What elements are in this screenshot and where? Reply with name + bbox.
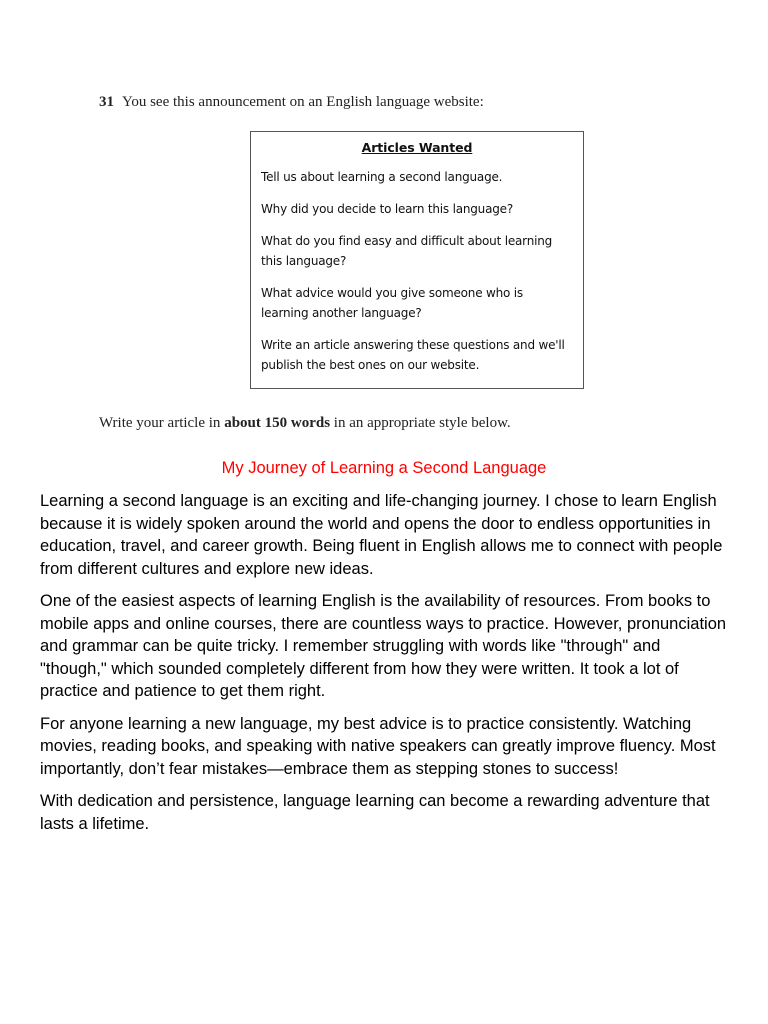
question-number: 31: [99, 94, 114, 110]
instruction-text-start: Write your article in: [99, 415, 225, 431]
announcement-line: What advice would you give someone who is learning another language?: [261, 286, 523, 320]
question-text: You see this announcement on an English language website:: [122, 94, 484, 110]
article-title: My Journey of Learning a Second Language: [221, 459, 547, 477]
instruction-word-count: about 150 words: [224, 415, 331, 431]
announcement-line: What do you find easy and difficult about learning this language?: [261, 234, 553, 268]
announcement-box: [250, 131, 584, 389]
article-paragraph: One of the easiest aspects of learning English is the availability of resources. From books to mobile apps and online courses, there are countless ways to practice. However, pronunciation and grammar can be quite tricky. I remember struggling with words like "through" and "though," which sounded completely different from how they were written. It took a lot of practice and patience to get them right.: [40, 592, 727, 700]
announcement-line: Tell us about learning a second language.: [261, 170, 503, 184]
announcement-line: Write an article answering these questions and we'll publish the best ones on our website.: [261, 338, 565, 372]
question-prompt: [99, 94, 484, 111]
instruction-text-end: in an appropriate style below.: [330, 415, 511, 431]
article-paragraph: With dedication and persistence, language learning can become a rewarding adventure that lasts a lifetime.: [40, 792, 710, 833]
article-paragraph: For anyone learning a new language, my best advice is to practice consistently. Watching movies, reading books, and speaking with native speakers can greatly improve fluency. Most importantly, don’t fear mistakes—embrace them as stepping stones to success!: [40, 714, 716, 778]
article-paragraph: Learning a second language is an exciting and life-changing journey. I chose to learn English because it is widely spoken around the world and opens the door to endless opportunities in education, travel, and career growth. Being fluent in English allows me to connect with people from different cultures and explore new ideas.: [40, 492, 723, 578]
article-body: [40, 490, 730, 845]
writing-instruction: [99, 415, 511, 432]
announcement-title: Articles Wanted: [361, 140, 473, 155]
announcement-line: Why did you decide to learn this language?: [261, 202, 514, 216]
